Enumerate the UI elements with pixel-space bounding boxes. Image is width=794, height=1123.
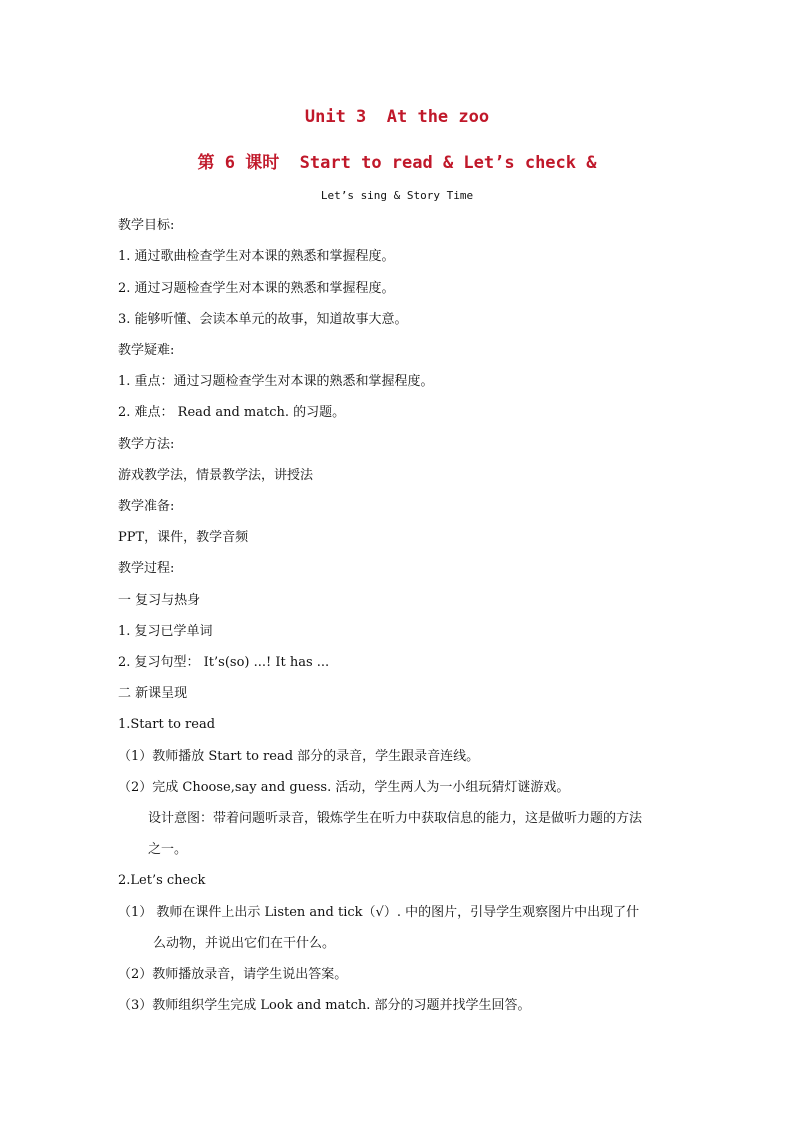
body-line: 1. 复习已学单词 — [118, 624, 213, 639]
body-line: 教学过程: — [118, 561, 175, 576]
body-line: 1.Start to read — [118, 717, 216, 732]
body-line: （1）教师播放 Start to read 部分的录音，学生跟录音连线。 — [118, 749, 480, 764]
body-line: 么动物，并说出它们在干什么。 — [153, 936, 336, 951]
lesson-subtitle: Let’s sing & Story Time — [320, 189, 474, 202]
body-line: 2. 复习句型： It’s(so) ...! It has ... — [118, 655, 330, 670]
body-line: 教学目标: — [118, 218, 175, 233]
body-line: 教学方法: — [118, 437, 175, 452]
body-line: 设计意图：带着问题听录音，锻炼学生在听力中获取信息的能力，这是做听力题的方法 — [148, 811, 643, 826]
body-line: 一 复习与热身 — [118, 593, 201, 608]
body-line: 2. 通过习题检查学生对本课的熟悉和掌握程度。 — [118, 281, 395, 296]
body-line: （2）教师播放录音，请学生说出答案。 — [118, 967, 348, 982]
body-line: （2）完成 Choose,say and guess. 活动，学生两人为一小组玩猜灯谜游戏。 — [118, 780, 570, 795]
body-line: 1. 通过歌曲检查学生对本课的熟悉和掌握程度。 — [118, 249, 395, 264]
body-line: 教学疑难: — [118, 343, 175, 358]
body-line: 2.Let’s check — [118, 873, 206, 888]
body-line: 1. 重点：通过习题检查学生对本课的熟悉和掌握程度。 — [118, 374, 434, 389]
body-line: 2. 难点： Read and match. 的习题。 — [118, 405, 346, 420]
body-line: 教学准备: — [118, 499, 175, 514]
body-line: 二 新课呈现 — [118, 686, 188, 701]
body-line: （3）教师组织学生完成 Look and match. 部分的习题并找学生回答。 — [118, 998, 531, 1013]
body-line: 游戏教学法，情景教学法，讲授法 — [118, 468, 314, 483]
body-line: （1） 教师在课件上出示 Listen and tick（√）. 中的图片，引导学生观察图片中出现了什 — [118, 905, 640, 920]
unit-title: Unit 3 At the zoo — [304, 107, 490, 127]
lesson-title: 第 6 课时 Start to read & Let’s check & — [197, 153, 597, 173]
body-line: 之一。 — [148, 842, 188, 857]
body-line: PPT，课件，教学音频 — [118, 530, 249, 545]
body-line: 3. 能够听懂、会读本单元的故事，知道故事大意。 — [118, 312, 408, 327]
